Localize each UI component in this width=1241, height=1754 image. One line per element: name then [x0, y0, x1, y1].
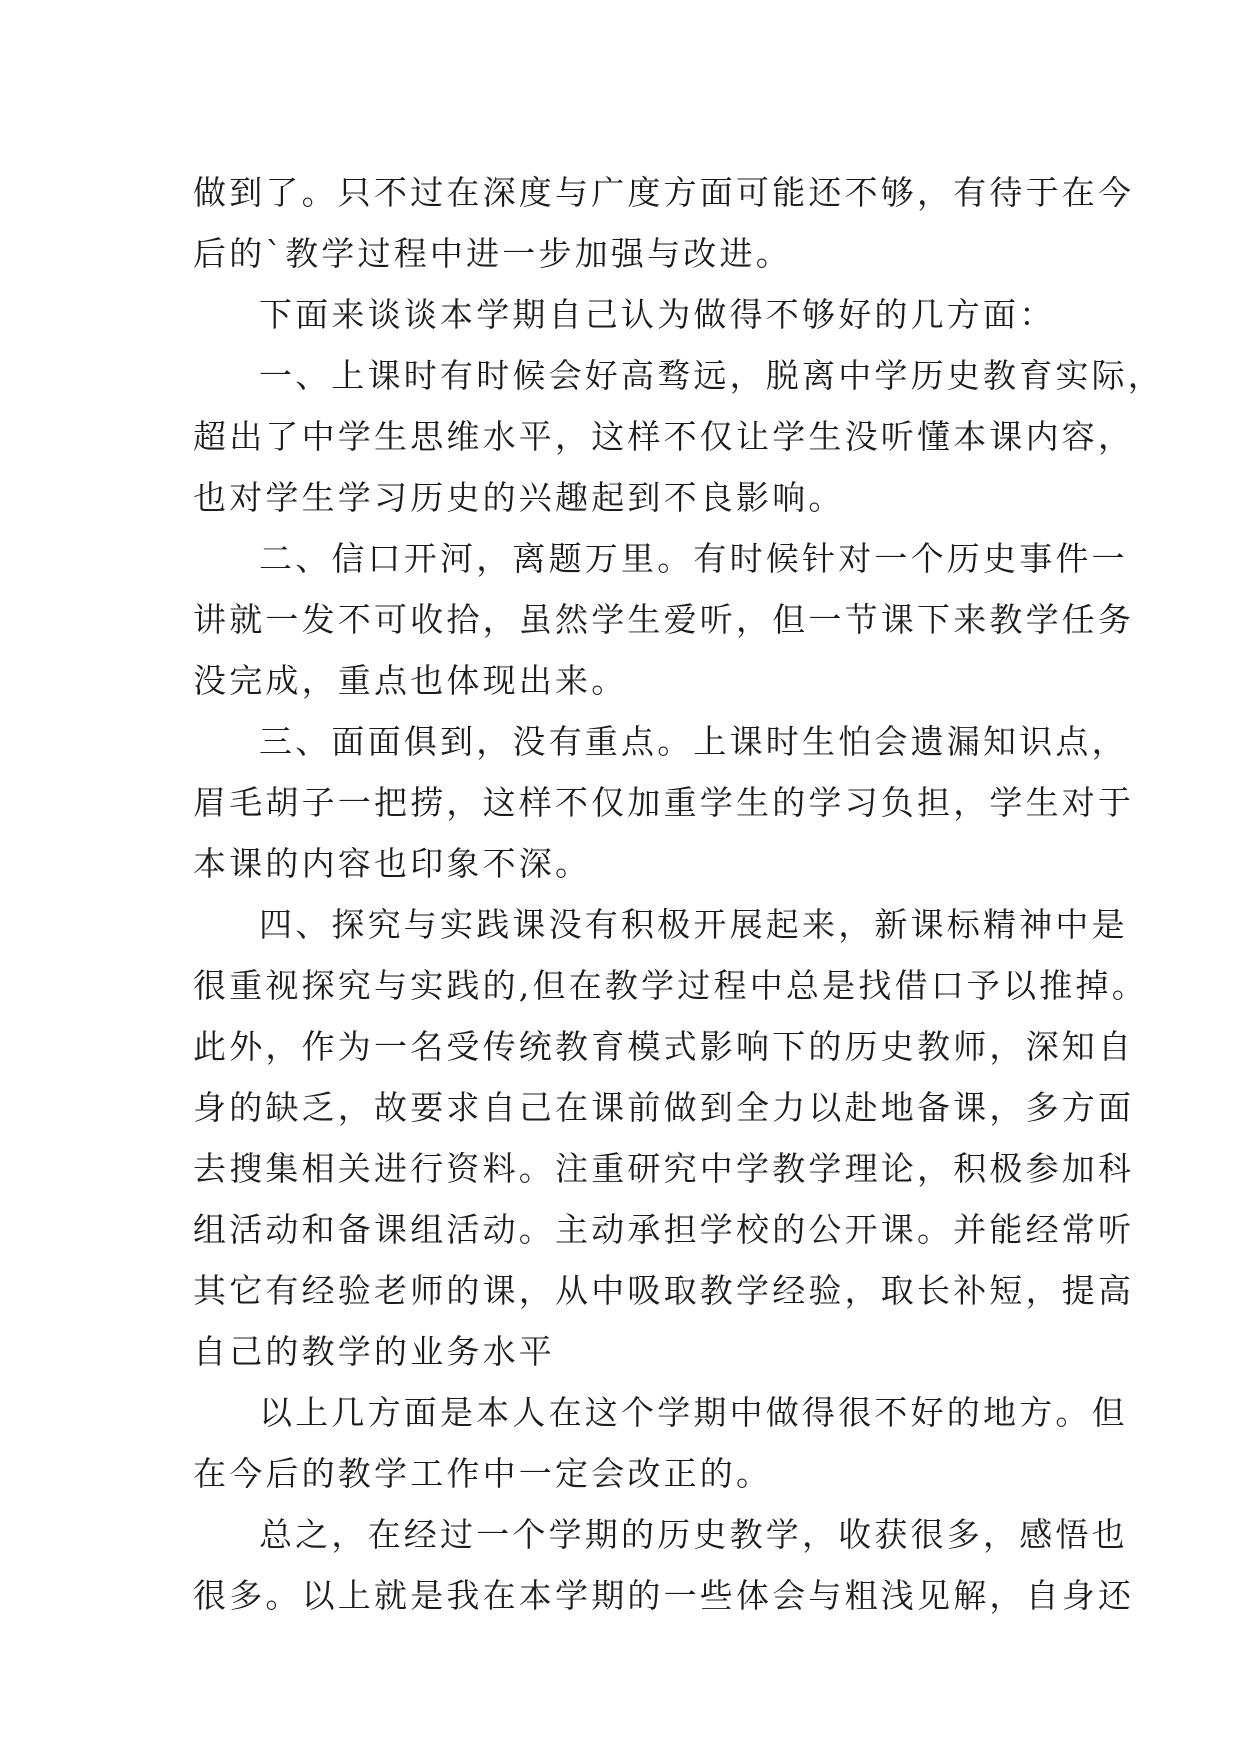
text-line: 总之，在经过一个学期的历史教学，收获很多，感悟也 — [259, 1515, 1128, 1554]
text-line: 下面来谈谈本学期自己认为做得不够好的几方面： — [259, 295, 1056, 334]
text-line: 做到了。只不过在深度与广度方面可能还不够，有待于在今 — [193, 173, 1135, 212]
text-line: 二、信口开河，离题万里。有时候针对一个历史事件一 — [259, 539, 1128, 578]
paragraph-2 — [193, 284, 1056, 345]
text-line: 本课的内容也印象不深。 — [193, 844, 592, 883]
text-line: 自己的教学的业务水平 — [193, 1332, 555, 1371]
text-line: 没完成，重点也体现出来。 — [193, 661, 628, 700]
paragraph-5 — [193, 711, 1135, 894]
text-line: 也对学生学习历史的兴趣起到不良影响。 — [193, 478, 845, 517]
paragraph-3 — [193, 345, 1164, 528]
paragraph-4 — [193, 528, 1135, 711]
text-line: 去搜集相关进行资料。注重研究中学教学理论，积极参加科 — [193, 1149, 1135, 1188]
text-line: 很多。以上就是我在本学期的一些体会与粗浅见解，自身还 — [193, 1576, 1135, 1615]
text-line: 一、上课时有时候会好高骛远，脱离中学历史教育实际， — [259, 356, 1164, 395]
paragraph-7 — [193, 1382, 1128, 1504]
paragraph-8 — [193, 1504, 1135, 1626]
body-text — [193, 162, 1164, 1626]
text-line: 以上几方面是本人在这个学期中做得很不好的地方。但 — [259, 1393, 1128, 1432]
text-line: 四、探究与实践课没有积极开展起来，新课标精神中是 — [259, 905, 1128, 944]
text-line: 超出了中学生思维水平，这样不仅让学生没听懂本课内容， — [193, 417, 1135, 456]
paragraph-6 — [193, 894, 1148, 1382]
text-line: 很重视探究与实践的,但在教学过程中总是找借口予以推掉。 — [193, 966, 1148, 1005]
text-line: 组活动和备课组活动。主动承担学校的公开课。并能经常听 — [193, 1210, 1135, 1249]
text-line: 后的`教学过程中进一步加强与改进。 — [193, 234, 792, 273]
text-line: 讲就一发不可收拾，虽然学生爱听，但一节课下来教学任务 — [193, 600, 1135, 639]
paragraph-1 — [193, 162, 1135, 284]
text-line: 其它有经验老师的课，从中吸取教学经验，取长补短，提高 — [193, 1271, 1135, 1310]
text-line: 在今后的教学工作中一定会改正的。 — [193, 1454, 773, 1493]
text-line: 身的缺乏，故要求自己在课前做到全力以赴地备课，多方面 — [193, 1088, 1135, 1127]
text-line: 此外，作为一名受传统教育模式影响下的历史教师，深知自 — [193, 1027, 1135, 1066]
text-line: 三、面面俱到，没有重点。上课时生怕会遗漏知识点， — [259, 722, 1128, 761]
text-line: 眉毛胡子一把捞，这样不仅加重学生的学习负担，学生对于 — [193, 783, 1135, 822]
